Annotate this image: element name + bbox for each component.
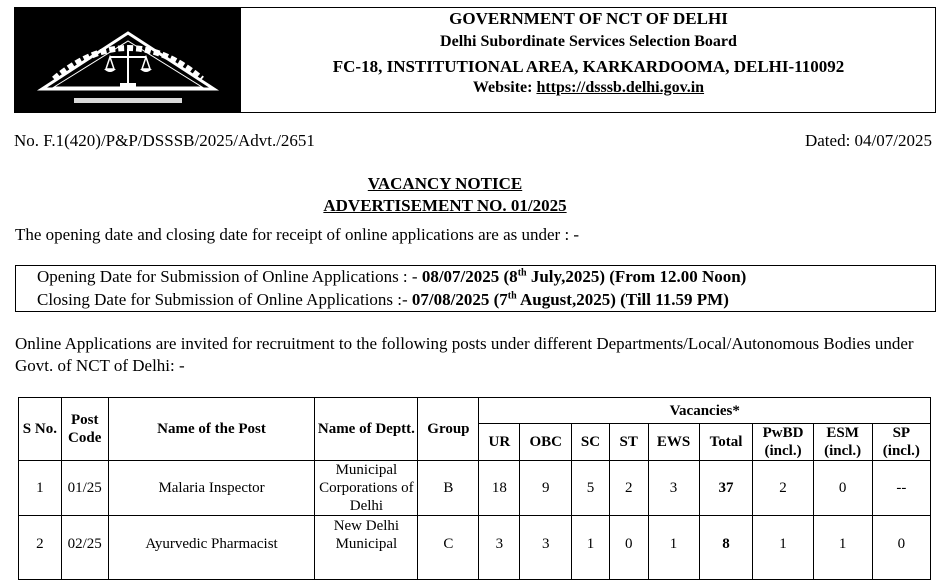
header-esm: ESM (incl.) <box>813 424 872 461</box>
cell-deptt: Municipal Corporations of Delhi <box>315 461 418 516</box>
opening-date-value: 08/07/2025 (8th July,2025) (From 12.00 Noon) <box>421 267 747 286</box>
advertisement-number: ADVERTISEMENT NO. 01/2025 <box>323 196 567 215</box>
cell-code: 01/25 <box>61 461 108 516</box>
header-post-name: Name of the Post <box>108 398 315 461</box>
header-obc: OBC <box>520 424 572 461</box>
vacancy-table <box>18 397 931 580</box>
cell-deptt: New Delhi Municipal <box>315 516 418 580</box>
intro-text: The opening date and closing date for receipt of online applications are as under : - <box>15 225 580 244</box>
header-sp: SP (incl.) <box>872 424 930 461</box>
cell-esm: 1 <box>813 516 872 580</box>
cell-group: C <box>418 516 479 580</box>
notice-date: Dated: 04/07/2025 <box>804 131 932 150</box>
header-group: Group <box>418 398 479 461</box>
header-ur: UR <box>479 424 520 461</box>
reference-number: No. F.1(420)/P&P/DSSSB/2025/Advt./2651 <box>14 131 315 150</box>
notice-title: VACANCY NOTICE <box>367 174 523 193</box>
cell-esm: 0 <box>813 461 872 516</box>
invitation-paragraph: Online Applications are invited for recruitment to the following posts under different Departments/Local/Autonomous Bodies under Govt. of NCT of Delhi: - <box>15 334 914 375</box>
scales-emblem-icon <box>14 7 241 113</box>
cell-sc: 1 <box>572 516 610 580</box>
cell-st: 2 <box>609 461 648 516</box>
cell-ur: 3 <box>479 516 520 580</box>
cell-total: 37 <box>699 461 753 516</box>
cell-sp: 0 <box>872 516 930 580</box>
opening-date-line <box>37 267 746 287</box>
header-pwbd: PwBD (incl.) <box>753 424 813 461</box>
website-label: Website: <box>472 79 533 96</box>
cell-ur: 18 <box>479 461 520 516</box>
closing-date-label: Closing Date for Submission of Online Applications :- <box>37 290 408 309</box>
cell-ews: 1 <box>648 516 699 580</box>
website-link[interactable]: https://dsssb.delhi.gov.in <box>536 79 705 96</box>
cell-obc: 3 <box>520 516 572 580</box>
org-name: GOVERNMENT OF NCT OF DELHI <box>449 9 728 28</box>
cell-sno: 1 <box>19 461 62 516</box>
cell-pwbd: 1 <box>753 516 813 580</box>
cell-code: 02/25 <box>61 516 108 580</box>
board-name: Delhi Subordinate Services Selection Board <box>440 33 737 50</box>
header-total: Total <box>699 424 753 461</box>
dsssb-logo <box>14 7 241 113</box>
cell-ews: 3 <box>648 461 699 516</box>
cell-sp: -- <box>872 461 930 516</box>
header-deptt: Name of Deptt. <box>315 398 418 461</box>
header-sno: S No. <box>19 398 62 461</box>
header-ews: EWS <box>648 424 699 461</box>
cell-obc: 9 <box>520 461 572 516</box>
cell-total: 8 <box>699 516 753 580</box>
header-vacancies: Vacancies* <box>479 398 931 424</box>
header-sc: SC <box>572 424 610 461</box>
cell-st: 0 <box>609 516 648 580</box>
table-row <box>19 516 931 580</box>
board-address: FC-18, INSTITUTIONAL AREA, KARKARDOOMA, DELHI-110092 <box>332 57 845 76</box>
closing-date-value: 07/08/2025 (7th August,2025) (Till 11.59 PM) <box>411 290 729 309</box>
cell-group: B <box>418 461 479 516</box>
cell-post-name: Ayurvedic Pharmacist <box>108 516 315 580</box>
opening-date-label: Opening Date for Submission of Online Applications : - <box>37 267 418 286</box>
header-post-code: Post Code <box>61 398 108 461</box>
cell-sc: 5 <box>572 461 610 516</box>
cell-post-name: Malaria Inspector <box>108 461 315 516</box>
table-row <box>19 461 931 516</box>
website-line <box>241 79 936 97</box>
cell-sno: 2 <box>19 516 62 580</box>
cell-pwbd: 2 <box>753 461 813 516</box>
header-st: ST <box>609 424 648 461</box>
closing-date-line <box>37 290 729 310</box>
